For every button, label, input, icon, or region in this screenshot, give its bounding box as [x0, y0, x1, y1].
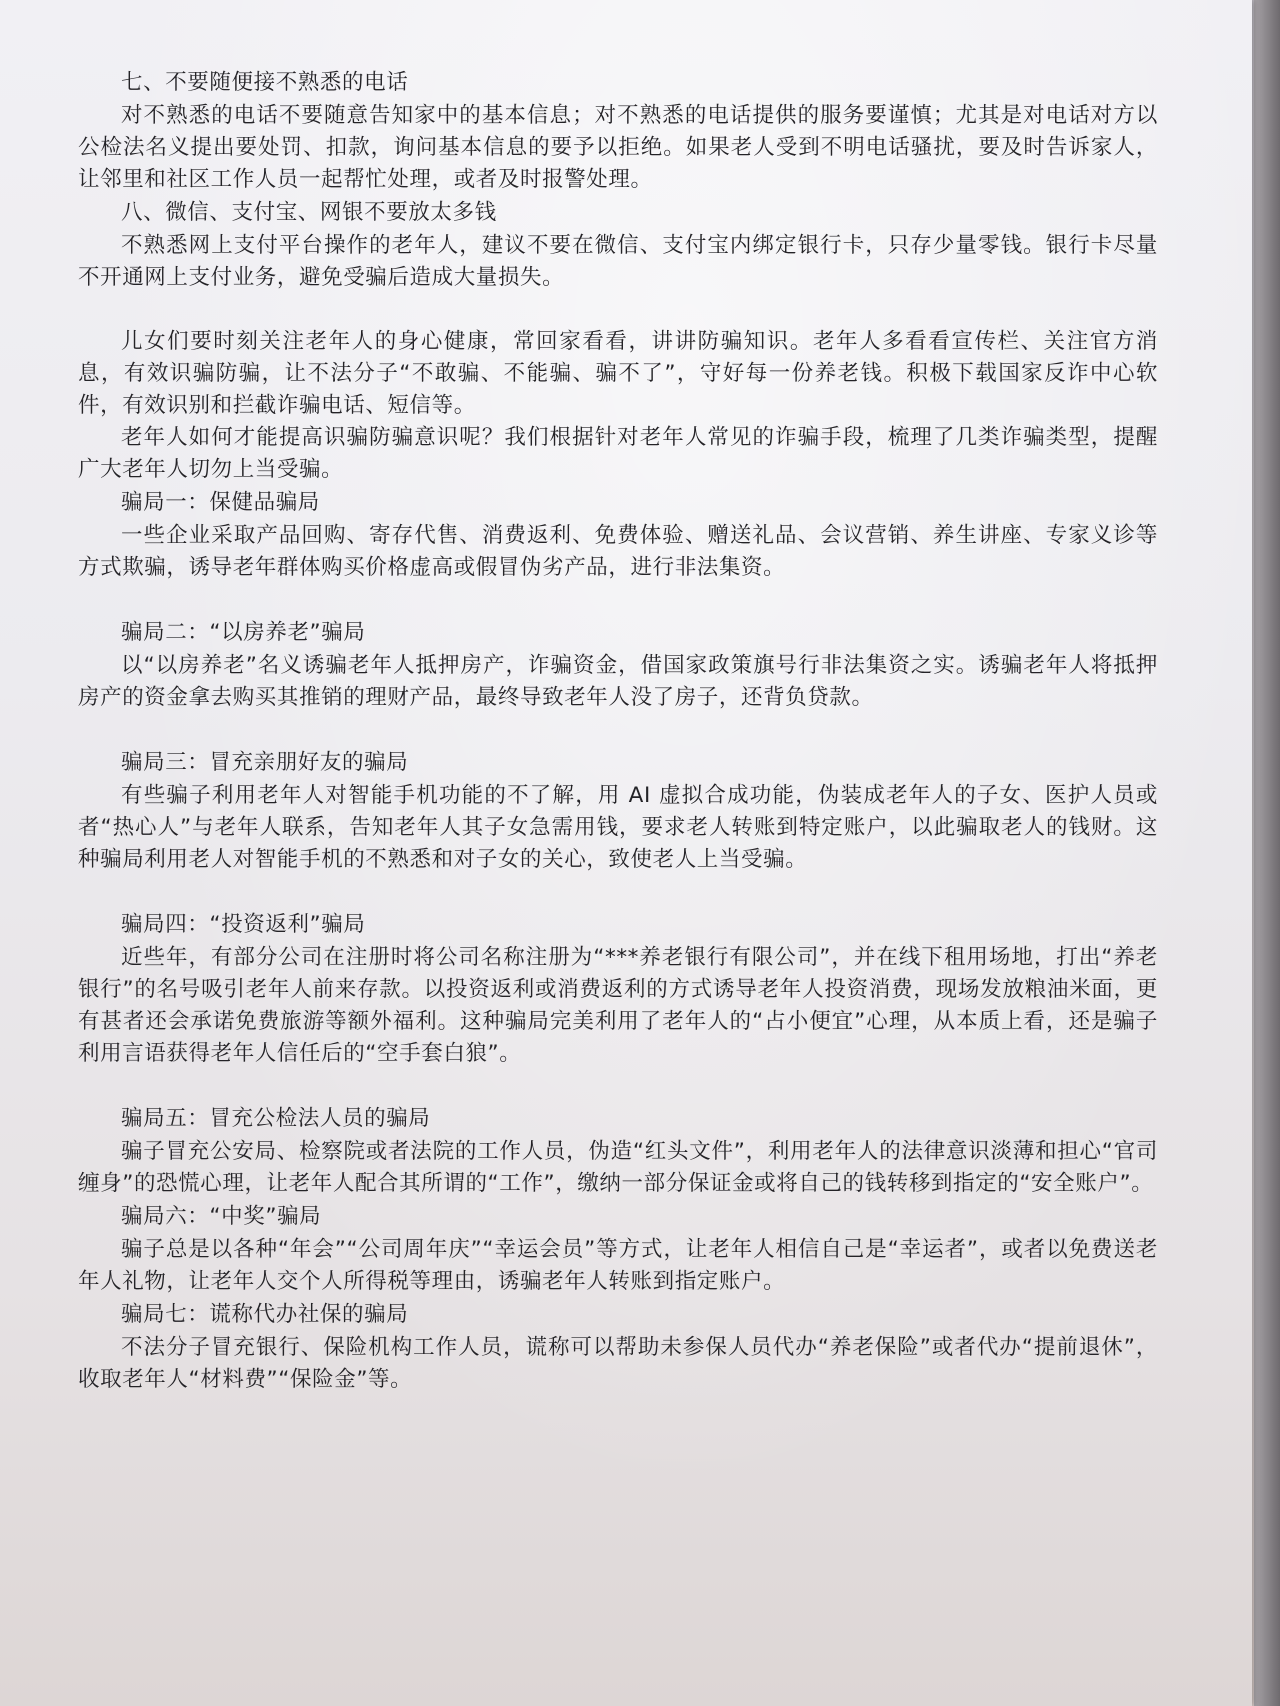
spacer: [78, 294, 1158, 326]
scam-6-title: 骗局六：“中奖”骗局: [121, 1204, 322, 1229]
spacer: [78, 714, 1158, 746]
scam-1-title: 骗局一：保健品骗局: [121, 490, 320, 515]
section-7-body: 对不熟悉的电话不要随意告知家中的基本信息；对不熟悉的电话提供的服务要谨慎；尤其是对电话对方以公检法名义提出要处罚、扣款，询问基本信息的要予以拒绝。如果老人受到不明电话骚扰，要及时告诉家人，让邻里和社区工作人员一起帮忙处理，或者及时报警处理。: [78, 103, 1158, 192]
document-text: [78, 66, 1158, 1396]
scam-5-title: 骗局五：冒充公检法人员的骗局: [121, 1106, 431, 1131]
scam-4-body: 近些年，有部分公司在注册时将公司名称注册为“***养老银行有限公司”，并在线下租用场地，打出“养老银行”的名号吸引老年人前来存款。以投资返利或消费返利的方式诱导老年人投资消费，现场发放粮油米面，更有甚者还会承诺免费旅游等额外福利。这种骗局完美利用了老年人的“占小便宜”心理，从本质上看，还是骗子利用言语获得老年人信任后的“空手套白狼”。: [78, 945, 1158, 1066]
intro-paragraph-1: 儿女们要时刻关注老年人的身心健康，常回家看看，讲讲防骗知识。老年人多看看宣传栏、关注官方消息，有效识骗防骗，让不法分子“不敢骗、不能骗、骗不了”，守好每一份养老钱。积极下载国家反诈中心软件，有效识别和拦截诈骗电话、短信等。: [78, 329, 1158, 418]
scam-4-title: 骗局四：“投资返利”骗局: [121, 912, 366, 937]
spacer: [78, 1070, 1158, 1102]
section-7-heading: 七、不要随便接不熟悉的电话: [121, 70, 409, 95]
scam-5-body: 骗子冒充公安局、检察院或者法院的工作人员，伪造“红头文件”，利用老年人的法律意识淡薄和担心“官司缠身”的恐慌心理，让老年人配合其所谓的“工作”，缴纳一部分保证金或将自己的钱转移到指定的“安全账户”。: [78, 1139, 1158, 1196]
section-8-body: 不熟悉网上支付平台操作的老年人，建议不要在微信、支付宝内绑定银行卡，只存少量零钱。银行卡尽量不开通网上支付业务，避免受骗后造成大量损失。: [78, 233, 1158, 290]
intro-paragraph-2: 老年人如何才能提高识骗防骗意识呢？我们根据针对老年人常见的诈骗手段，梳理了几类诈骗类型，提醒广大老年人切勿上当受骗。: [78, 425, 1158, 482]
spacer: [78, 876, 1158, 908]
scam-3-body: 有些骗子利用老年人对智能手机功能的不了解，用 AI 虚拟合成功能，伪装成老年人的子女、医护人员或者“热心人”与老年人联系，告知老年人其子女急需用钱，要求老人转账到特定账户，以此骗取老人的钱财。这种骗局利用老人对智能手机的不熟悉和对子女的关心，致使老人上当受骗。: [78, 783, 1158, 872]
section-8-heading: 八、微信、支付宝、网银不要放太多钱: [121, 200, 497, 225]
scam-7-title: 骗局七：谎称代办社保的骗局: [121, 1302, 409, 1327]
page-edge-shadow: [1254, 0, 1280, 1706]
scam-1-body: 一些企业采取产品回购、寄存代售、消费返利、免费体验、赠送礼品、会议营销、养生讲座、专家义诊等方式欺骗，诱导老年群体购买价格虚高或假冒伪劣产品，进行非法集资。: [78, 523, 1158, 580]
spacer: [78, 584, 1158, 616]
scam-2-title: 骗局二：“以房养老”骗局: [121, 620, 366, 645]
scam-2-body: 以“以房养老”名义诱骗老年人抵押房产，诈骗资金，借国家政策旗号行非法集资之实。诱骗老年人将抵押房产的资金拿去购买其推销的理财产品，最终导致老年人没了房子，还背负贷款。: [78, 653, 1158, 710]
scam-3-title: 骗局三：冒充亲朋好友的骗局: [121, 750, 409, 775]
scam-6-body: 骗子总是以各种“年会”“公司周年庆”“幸运会员”等方式，让老年人相信自己是“幸运者”，或者以免费送老年人礼物，让老年人交个人所得税等理由，诱骗老年人转账到指定账户。: [78, 1237, 1158, 1294]
scam-7-body: 不法分子冒充银行、保险机构工作人员，谎称可以帮助未参保人员代办“养老保险”或者代办“提前退休”，收取老年人“材料费”“保险金”等。: [78, 1335, 1158, 1392]
